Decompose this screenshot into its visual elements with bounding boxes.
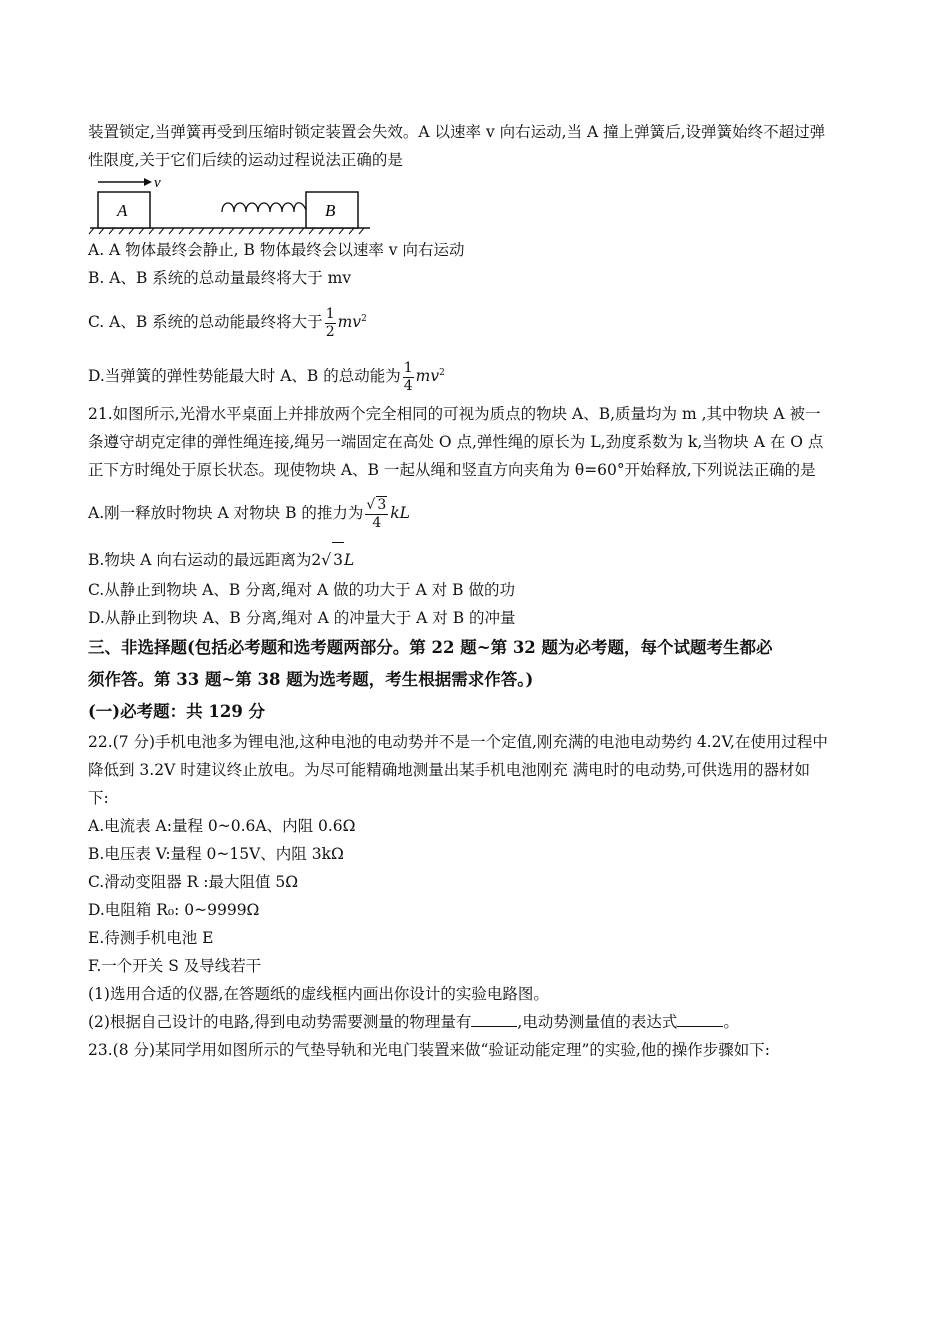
fraction-denominator: 4 — [403, 377, 413, 394]
spring-figure — [88, 174, 868, 236]
section3-subheading: (一)必考题：共 129 分 — [88, 702, 266, 721]
q22-sub-2-text-a: (2)根据自己设计的电路,得到电动势需要测量的物理量有 — [88, 1013, 472, 1031]
exam-page — [88, 118, 868, 1064]
exponent: 2 — [439, 368, 445, 378]
answer-blank-2[interactable] — [677, 1010, 723, 1027]
formula-kl: kL — [390, 504, 410, 522]
block-b-label: B — [325, 201, 336, 220]
formula-mv: mv — [337, 313, 362, 332]
intro-line-1: 装置锁定,当弹簧再受到压缩时锁定装置会失效。A 以速率 v 向右运动,当 A 撞上弹簧后,设弹簧始终不超过弹 — [88, 123, 826, 141]
fraction-numerator: √ 3 — [366, 497, 387, 513]
exponent: 2 — [361, 314, 367, 324]
fraction-denominator: 2 — [325, 323, 335, 340]
sqrt-radicand: 3 — [377, 497, 387, 513]
q21-option-d: D.从静止到物块 A、B 分离,绳对 A 的冲量大于 A 对 B 的冲量 — [88, 609, 516, 627]
q21-line-3: 正下方时绳处于原长状态。现使物块 A、B 一起从绳和竖直方向夹角为 θ=60°开始释放,下列说法正确的是 — [88, 461, 816, 479]
q20-option-b: B. A、B 系统的总动量最终将大于 mv — [88, 269, 352, 287]
q20-option-c-text: C. A、B 系统的总动能最终将大于 — [88, 313, 323, 332]
answer-blank-1[interactable] — [471, 1010, 517, 1027]
q22-item-e: E.待测手机电池 E — [88, 929, 214, 947]
fraction — [325, 306, 336, 341]
section3-heading-2: 须作答。第 33 题~第 38 题为选考题，考生根据需求作答。) — [88, 670, 534, 689]
q22-item-a: A.电流表 A:量程 0~0.6A、内阻 0.6Ω — [88, 817, 356, 835]
q22-item-d: D.电阻箱 R₀: 0~9999Ω — [88, 901, 260, 919]
fraction-numerator: 1 — [325, 305, 335, 322]
q20-option-c — [88, 292, 868, 346]
formula-l: L — [344, 551, 355, 569]
q20-option-d — [88, 346, 868, 400]
q21-line-2: 条遵守胡克定律的弹性绳连接,绳另一端固定在高处 O 点,弹性绳的原长为 L,劲度系数为 k,当物块 A 在 O 点 — [88, 433, 824, 451]
velocity-arrow-head — [144, 178, 152, 186]
intro-line-2: 性限度,关于它们后续的运动过程说法正确的是 — [88, 151, 403, 169]
q22-item-b: B.电压表 V:量程 0~15V、内阻 3kΩ — [88, 845, 344, 863]
q20-option-a: A. A 物体最终会静止, B 物体最终会以速率 v 向右运动 — [88, 241, 465, 259]
q22-line-3: 下: — [88, 789, 109, 807]
q21-option-b: B.物块 A 向右运动的最远距离为2√ 3L — [88, 542, 868, 576]
ground-hatch — [89, 228, 364, 234]
q22-line-2: 降低到 3.2V 时建议终止放电。为尽可能精确地测量出某手机电池刚充 满电时的电动势,可供选用的器材如 — [88, 761, 811, 779]
figure-svg — [88, 174, 378, 236]
q21-option-c: C.从静止到物块 A、B 分离,绳对 A 做的功大于 A 对 B 做的功 — [88, 581, 515, 599]
fraction-numerator: 1 — [403, 359, 413, 376]
fraction-denominator: 4 — [372, 515, 382, 531]
fraction — [403, 360, 414, 395]
q22-item-f: F.一个开关 S 及导线若干 — [88, 957, 262, 975]
section3-heading-1: 三、非选择题(包括必考题和选考题两部分。第 22 题~第 32 题为必考题，每个试题考生都必 — [88, 638, 773, 657]
formula-mv: mv — [415, 367, 440, 386]
velocity-label: v — [154, 175, 161, 191]
block-a-label: A — [117, 201, 128, 220]
q20-option-d-text: D.当弹簧的弹性势能最大时 A、B 的总动能为 — [88, 367, 401, 386]
q21-line-1: 21.如图所示,光滑水平桌面上并排放两个完全相同的可视为质点的物块 A、B,质量均为 m ,其中物块 A 被一 — [88, 405, 821, 423]
q22-sub-2-text-c: 。 — [723, 1013, 739, 1031]
q21-option-b-text: B.物块 A 向右运动的最远距离为 — [88, 551, 312, 569]
q23-line-1: 23.(8 分)某同学用如图所示的气垫导轨和光电门装置来做“验证动能定理”的实验,他的操作步骤如下: — [88, 1041, 771, 1059]
q22-sub-1: (1)选用合适的仪器,在答题纸的虚线框内画出你设计的实验电路图。 — [88, 985, 549, 1003]
q22-sub-2-text-b: ,电动势测量值的表达式 — [517, 1013, 678, 1031]
q22-item-c: C.滑动变阻器 R :最大阻值 5Ω — [88, 873, 299, 891]
formula-coefficient: 2 — [311, 551, 322, 569]
q22-line-1: 22.(7 分)手机电池多为锂电池,这种电池的电动势并不是一个定值,刚充满的电池电动势约 4.2V,在使用过程中 — [88, 733, 828, 751]
q21-option-a — [88, 484, 868, 542]
fraction — [365, 496, 388, 532]
q22-sub-2 — [88, 1008, 868, 1036]
sqrt-radicand: 3 — [332, 542, 344, 577]
spring — [222, 203, 306, 212]
q21-option-a-text: A.刚一释放时物块 A 对物块 B 的推力为 — [88, 504, 364, 522]
